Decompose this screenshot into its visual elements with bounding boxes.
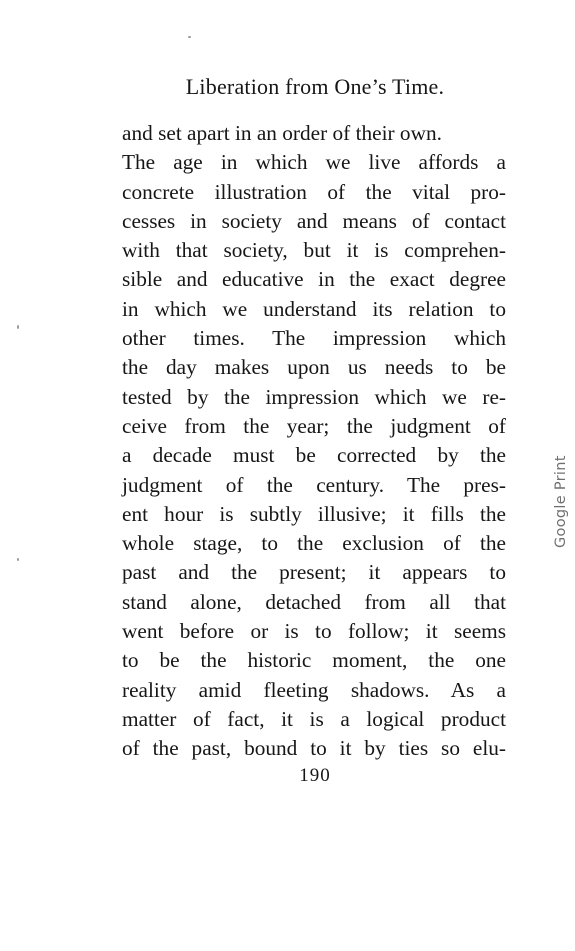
scan-speck: [188, 36, 191, 38]
google-print-watermark: Google Print: [553, 455, 569, 548]
text-line: The age in which we live affords a: [122, 150, 506, 175]
scan-speck: [17, 558, 19, 561]
text-line: of the past, bound to it by ties so elu-: [122, 736, 506, 761]
text-line: reality amid fleeting shadows. As a: [122, 677, 506, 702]
text-line: tested by the impression which we re-: [122, 384, 506, 409]
text-line: went before or is to follow; it seems: [122, 619, 506, 644]
page-number: 190: [299, 765, 331, 786]
text-line: judgment of the century. The pres-: [122, 472, 506, 497]
text-line: to be the historic moment, the one: [122, 648, 506, 673]
text-line: other times. The impression which: [122, 326, 506, 351]
text-line: stand alone, detached from all that: [122, 589, 506, 614]
scan-speck: [17, 325, 19, 329]
text-line: the day makes upon us needs to be: [122, 355, 506, 380]
text-line: whole stage, to the exclusion of the: [122, 531, 506, 556]
text-line: past and the present; it appears to: [122, 560, 506, 585]
text-line: sible and educative in the exact degree: [122, 267, 506, 292]
text-line: with that society, but it is comprehen-: [122, 238, 506, 263]
text-line: ent hour is subtly illusive; it fills the: [122, 501, 506, 526]
text-line: cesses in society and means of contact: [122, 208, 506, 233]
text-line: concrete illustration of the vital pro-: [122, 179, 506, 204]
body-text: [122, 119, 506, 764]
text-line: ceive from the year; the judgment of: [122, 413, 506, 438]
text-line: matter of fact, it is a logical product: [122, 706, 506, 731]
text-line: a decade must be corrected by the: [122, 443, 506, 468]
text-line: in which we understand its relation to: [122, 296, 506, 321]
text-line: and set apart in an order of their own.: [122, 121, 442, 145]
running-header: Liberation from One’s Time.: [185, 74, 445, 99]
